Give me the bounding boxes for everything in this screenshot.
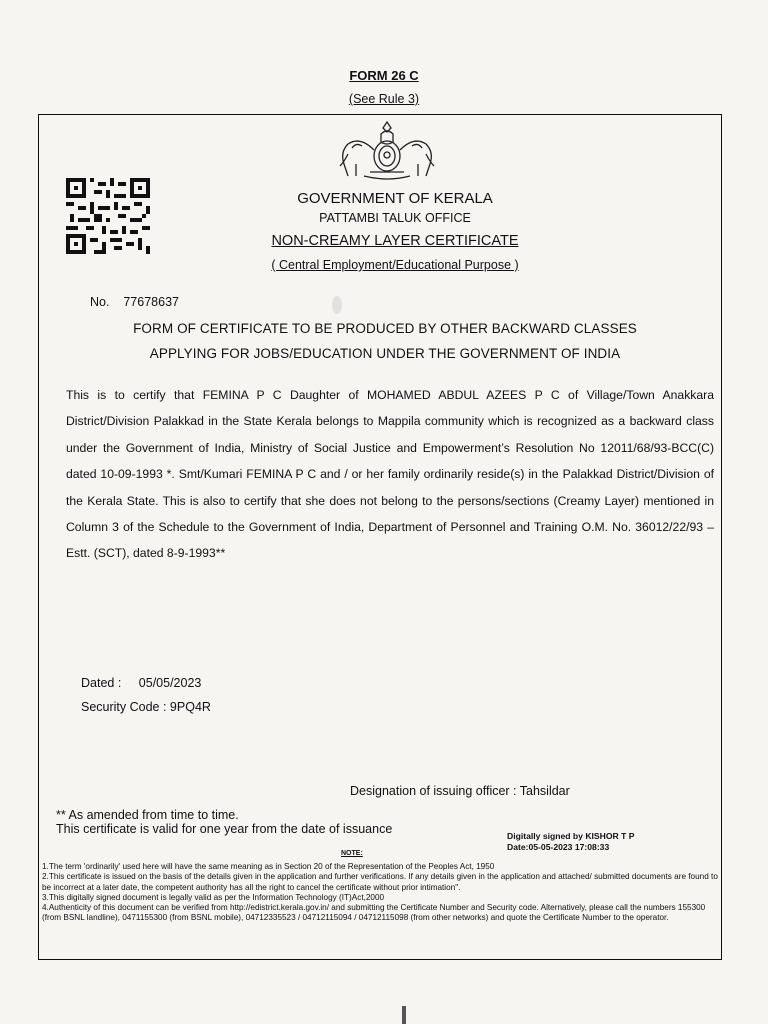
form-heading-line-1: FORM OF CERTIFICATE TO BE PRODUCED BY OTHER BACKWARD CLASSES [133, 321, 637, 336]
certificate-purpose [240, 258, 550, 272]
note-item: 2.This certificate is issued on the basis of the details given in the application and further verifications. If any details given in the application and attached/ submitted documents are found to be incorrect at a later date, the competent authority has all the right to cancel the certificate without prior intimation". [42, 872, 718, 892]
form-heading-line-2: APPLYING FOR JOBS/EDUCATION UNDER THE GOVERNMENT OF INDIA [149, 346, 621, 361]
certificate-number: 77678637 [123, 295, 179, 309]
note-item: 4.Authenticity of this document can be verified from http://edistrict.kerala.gov.in/ and submitting the Certificate Number and Security code. Alternatively, please call the numbers 155300 (from BSNL landline), 0471155300 (from BSNL mobile), 04712335523 / 04712115094 / 04712115098 (from other networks) and quote the Certificate Number to the operator. [42, 903, 706, 923]
paper-mark [332, 296, 342, 314]
digital-signature [507, 831, 635, 853]
dated-value: 05/05/2023 [138, 676, 202, 690]
digital-signed-by: Digitally signed by KISHOR T P [507, 831, 635, 841]
qr-code-icon [66, 178, 150, 254]
note-item: 1.The term 'ordinarily' used here will have the same meaning as in Section 20 of the Representation of the Peoples Act, 1950 [42, 862, 495, 871]
certificate-title-text: NON-CREAMY LAYER CERTIFICATE [271, 233, 519, 249]
note-label: NOTE: [341, 850, 363, 857]
paper-mark [402, 1006, 406, 1024]
kerala-emblem-icon [334, 118, 440, 182]
taluk-office: PATTAMBI TALUK OFFICE [319, 211, 471, 225]
certificate-purpose-text: ( Central Employment/Educational Purpose ) [271, 258, 519, 272]
government-title: GOVERNMENT OF KERALA [297, 190, 493, 207]
notes-list [42, 862, 720, 924]
certificate-number-line [90, 295, 179, 309]
digital-signed-date: Date:05-05-2023 17:08:33 [507, 842, 610, 852]
issuing-officer-designation: Designation of issuing officer : Tahsildar [350, 784, 570, 798]
security-code: Security Code : 9PQ4R [81, 700, 211, 714]
form-rule: (See Rule 3) [348, 92, 420, 106]
dated-label: Dated : [81, 676, 122, 690]
certificate-title [240, 233, 550, 249]
dated-line [81, 676, 201, 690]
note-item: 3.This digitally signed document is legally valid as per the Information Technology (IT)Act,2000 [42, 892, 385, 902]
amended-note: ** As amended from time to time. [56, 808, 239, 822]
form-title: FORM 26 C [349, 68, 419, 83]
certificate-body: This is to certify that FEMINA P C Daughter of MOHAMED ABDUL AZEES P C of Village/Town Anakkara District/Division Palakkad in the State Kerala belongs to Mappila community which is recognized as a backward class under the Government of India, Ministry of Social Justice and Empowerment’s Resolution No 12011/68/93-BCC(C) dated 10-09-1993 *. Smt/Kumari FEMINA P C and / or her family ordinarily reside(s) in the Palakkad District/Division of the Kerala State. This is also to certify that she does not belong to the persons/sections (Creamy Layer) mentioned in Column 3 of the Schedule to the Government of India, Department of Personnel and Training O.M. No. 36012/22/93 – Estt. (SCT), dated 8-9-1993** [66, 388, 714, 561]
validity-note: This certificate is valid for one year from the date of issuance [56, 822, 393, 836]
certificate-number-label: No. [90, 295, 110, 309]
